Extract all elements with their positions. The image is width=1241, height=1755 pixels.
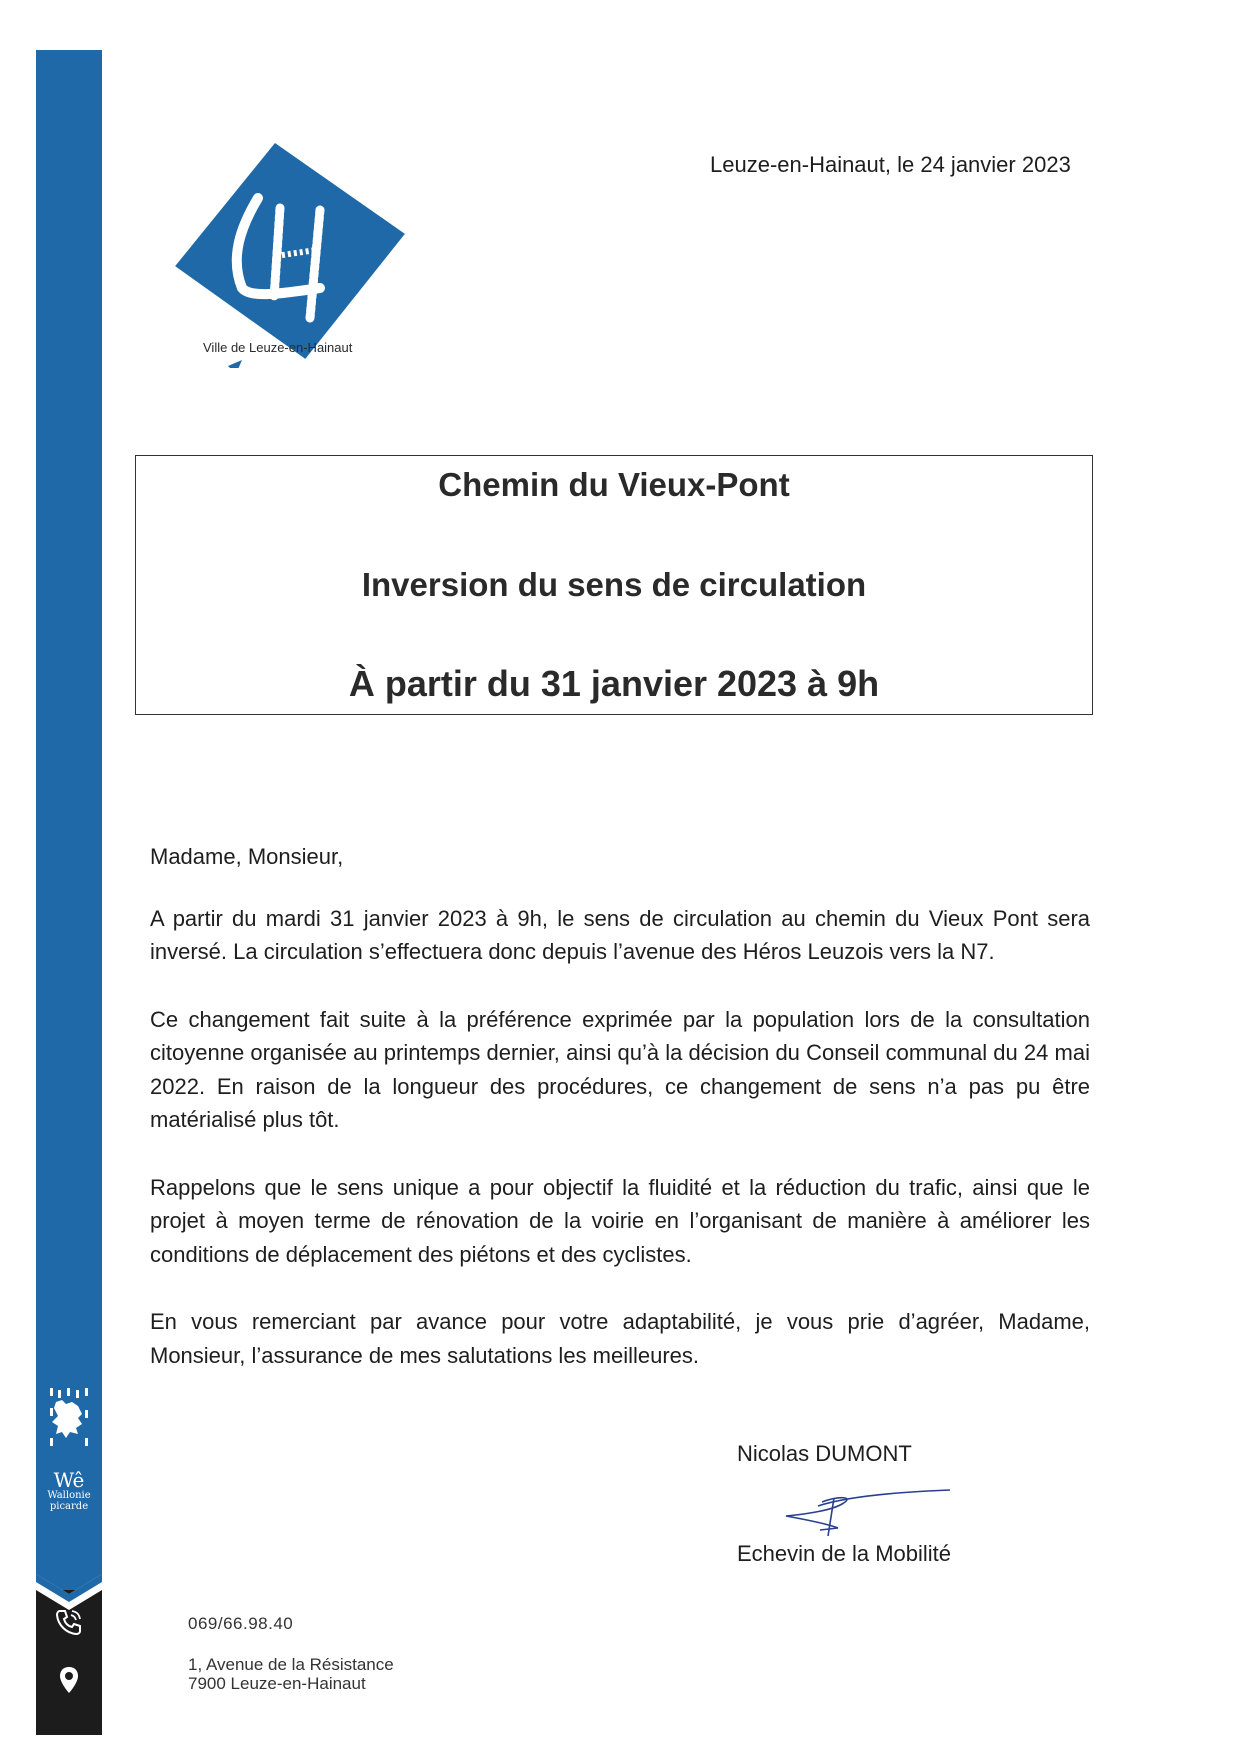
location-pin-icon [52, 1663, 86, 1697]
paragraph-1: A partir du mardi 31 janvier 2023 à 9h, le sens de circulation au chemin du Vieux Pont sera inversé. La circulation s’effectuera donc depuis l’avenue des Héros Leuzois vers la N7. [150, 905, 1090, 964]
address-line-2: 7900 Leuze-en-Hainaut [188, 1674, 366, 1693]
lion-crest-icon [48, 1388, 90, 1448]
greeting: Madame, Monsieur, [150, 844, 344, 869]
footer-phone: 069/66.98.40 [188, 1614, 294, 1633]
wallonie-picarde-logo [42, 1470, 96, 1512]
city-logo-icon [170, 138, 410, 368]
letter-body [150, 840, 1090, 1406]
paragraph-3: Rappelons que le sens unique a pour objectif la fluidité et la réduction du trafic, ainsi que le projet à moyen terme de rénovation de la voirie en l’organisant de manière à améliorer les conditions de déplacement des piétons et des cyclistes. [150, 1174, 1090, 1267]
footer-address [188, 1655, 394, 1693]
signer-role: Echevin de la Mobilité [737, 1541, 952, 1566]
address-line-1: 1, Avenue de la Résistance [188, 1655, 394, 1674]
signature-image [778, 1470, 958, 1540]
title-street: Chemin du Vieux-Pont [438, 466, 790, 503]
title-box [135, 455, 1093, 715]
signer-name: Nicolas DUMONT [737, 1441, 912, 1466]
paragraph-2: Ce changement fait suite à la préférence exprimée par la population lors de la consultation citoyenne organisée au printemps dernier, ainsi qu’à la décision du Conseil communal du 24 mai 2022. En raison de la longueur des procédures, ce changement de sens n’a pas pu être matérialisé plus tôt. [150, 1006, 1090, 1132]
wallonie-picarde-line1: Wallonie [47, 1490, 91, 1501]
wallonie-picarde-line2: picarde [49, 1501, 89, 1512]
logo-caption: Ville de Leuze-en-Hainaut [203, 340, 353, 355]
wallonie-picarde-mark-icon: Wê [53, 1468, 85, 1492]
title-subject: Inversion du sens de circulation [361, 566, 867, 603]
paragraph-4: En vous remerciant par avance pour votre adaptabilité, je vous prie d’agréer, Madame, Monsieur, l’assurance de mes salutations les meilleures. [150, 1309, 1090, 1368]
title-date: À partir du 31 janvier 2023 à 9h [348, 663, 880, 704]
phone-icon [52, 1605, 86, 1639]
letter-date: Leuze-en-Hainaut, le 24 janvier 2023 [710, 152, 1071, 177]
side-band [36, 50, 102, 1735]
